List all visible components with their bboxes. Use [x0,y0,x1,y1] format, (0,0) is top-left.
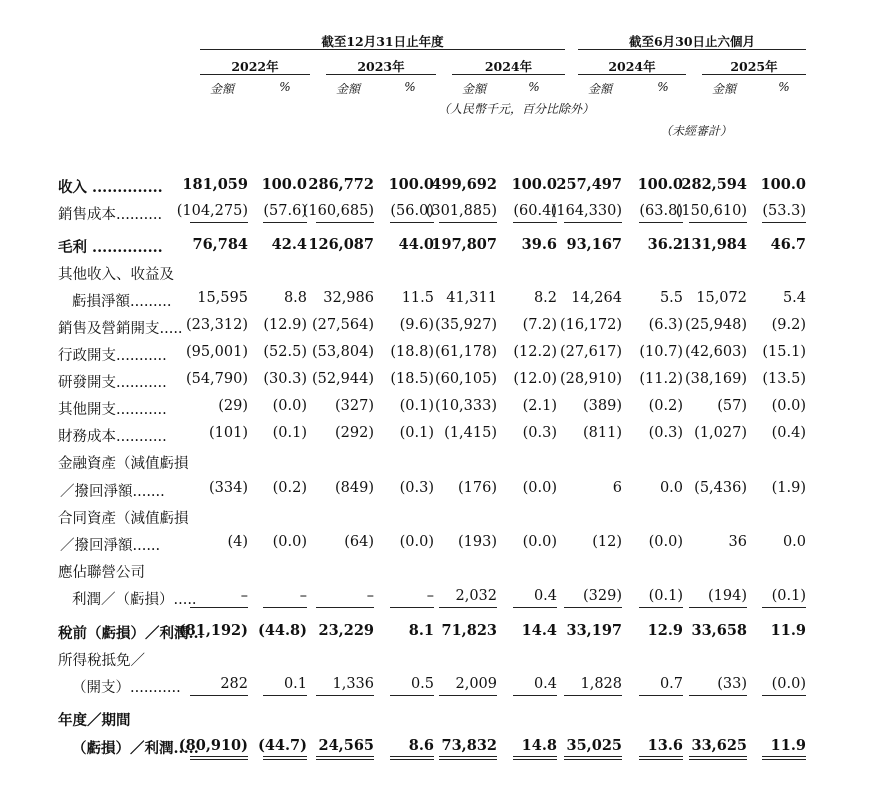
amount-subheader: 金額 [461,82,486,96]
amount-cell: (80,910) [178,737,248,754]
percent-cell: (10.7) [639,344,683,360]
amount-cell: – [240,588,248,604]
percent-cell: (13.5) [762,371,806,387]
percent-cell: (0.0) [272,398,307,414]
amount-cell: (28,910) [559,371,622,387]
sum-rule [762,759,806,760]
sum-rule [762,695,806,696]
sum-rule [263,222,307,223]
sum-rule [513,759,557,760]
group-underline-full-year [200,49,565,50]
amount-cell: (849) [335,480,374,496]
percent-cell: (57.6) [263,203,307,219]
year-header: 2024年 [608,59,656,74]
percent-cell: 100.0 [760,176,806,193]
amount-cell: (60,105) [434,371,497,387]
row-label: ／撥回淨額...... [60,538,161,554]
percent-cell: 44.0 [398,236,434,253]
amount-cell: (1,415) [444,425,497,441]
amount-cell: 282,594 [681,176,747,193]
percent-cell: 46.7 [770,236,806,253]
sum-rule [190,759,248,760]
amount-cell: (301,885) [425,203,497,219]
percent-cell: – [426,588,434,604]
sum-rule [390,756,434,757]
unaudited-note: （未經審計） [660,124,733,138]
year-header: 2023年 [357,59,405,74]
percent-cell: (30.3) [263,371,307,387]
percent-subheader: % [657,80,669,94]
amount-cell: 6 [612,480,622,496]
percent-cell: (15.1) [762,344,806,360]
amount-cell: – [366,588,374,604]
sum-rule [689,759,747,760]
row-label: 所得稅抵免／ [58,653,145,669]
amount-cell: (42,603) [684,344,747,360]
amount-cell: (29) [218,398,248,414]
percent-cell: 14.4 [521,622,557,639]
row-label: 應佔聯營公司 [58,565,145,581]
amount-cell: (54,790) [185,371,248,387]
amount-cell: 93,167 [566,236,622,253]
sum-rule [639,759,683,760]
amount-cell: (4) [227,534,248,550]
amount-cell: 15,072 [696,290,747,306]
percent-cell: (9.6) [399,317,434,333]
amount-cell: 76,784 [192,236,248,253]
amount-cell: (64) [344,534,374,550]
percent-subheader: % [528,80,540,94]
percent-cell: (44.8) [257,622,307,639]
percent-cell: 14.8 [521,737,557,754]
sum-rule [316,695,374,696]
sum-rule [190,607,248,608]
sum-rule [639,695,683,696]
amount-cell: (35,927) [434,317,497,333]
amount-cell: 14,264 [571,290,622,306]
sum-rule [639,607,683,608]
percent-cell: 100.0 [637,176,683,193]
amount-cell: 33,197 [566,622,622,639]
percent-cell: (2.1) [522,398,557,414]
year-header: 2025年 [730,59,778,74]
percent-cell: 0.1 [283,676,307,692]
amount-cell: 36 [728,534,747,550]
percent-cell: (0.0) [648,534,683,550]
sum-rule [190,695,248,696]
percent-cell: (0.3) [522,425,557,441]
row-label: 金融資產（減值虧損 [58,456,189,472]
percent-cell: 0.7 [659,676,683,692]
percent-cell: (0.1) [771,588,806,604]
percent-cell: (53.3) [762,203,806,219]
percent-cell: 0.0 [659,480,683,496]
percent-cell: (52.5) [263,344,307,360]
percent-cell: 11.9 [770,622,806,639]
percent-cell: (0.0) [771,676,806,692]
amount-cell: 71,823 [441,622,497,639]
amount-cell: (5,436) [694,480,747,496]
amount-cell: 41,311 [446,290,497,306]
sum-rule [639,756,683,757]
row-label: 財務成本........... [58,429,167,445]
percent-cell: 100.0 [261,176,307,193]
percent-subheader: % [279,80,291,94]
amount-cell: 1,828 [580,676,622,692]
amount-cell: 2,009 [455,676,497,692]
percent-subheader: % [778,80,790,94]
year-underline [578,74,686,75]
percent-cell: 0.5 [410,676,434,692]
percent-cell: (0.1) [399,398,434,414]
row-label: 收入 .............. [58,179,163,196]
percent-cell: – [299,588,307,604]
percent-cell: (9.2) [771,317,806,333]
amount-cell: (16,172) [559,317,622,333]
group-header-full-year: 截至12月31日止年度 [321,34,444,49]
percent-cell: (18.8) [390,344,434,360]
percent-cell: (0.0) [522,534,557,550]
percent-cell: 39.6 [521,236,557,253]
row-label: 虧損淨額......... [72,294,172,310]
percent-cell: (6.3) [648,317,683,333]
sum-rule [316,222,374,223]
percent-cell: (0.1) [272,425,307,441]
percent-cell: (44.7) [257,737,307,754]
amount-cell: 286,772 [308,176,374,193]
percent-cell: (0.0) [771,398,806,414]
sum-rule [190,222,248,223]
percent-cell: (0.3) [399,480,434,496]
amount-cell: (104,275) [176,203,248,219]
group-underline-six-months [578,49,806,50]
percent-cell: (0.2) [272,480,307,496]
percent-cell: (60.4) [513,203,557,219]
year-header: 2022年 [231,59,279,74]
percent-cell: 5.5 [659,290,683,306]
amount-cell: (38,169) [684,371,747,387]
sum-rule [316,759,374,760]
amount-cell: 24,565 [318,737,374,754]
row-label: 研發開支........... [58,375,167,391]
amount-cell: 33,658 [691,622,747,639]
sum-rule [439,756,497,757]
percent-cell: (0.0) [399,534,434,550]
percent-cell: (0.1) [399,425,434,441]
sum-rule [762,607,806,608]
amount-subheader: 金額 [711,82,736,96]
row-label: 行政開支........... [58,348,167,364]
amount-cell: 32,986 [323,290,374,306]
sum-rule [513,607,557,608]
year-header: 2024年 [484,59,533,74]
year-underline [326,74,436,75]
sum-rule [513,756,557,757]
percent-cell: 0.4 [533,588,557,604]
percent-cell: (0.2) [648,398,683,414]
sum-rule [390,695,434,696]
row-label: 其他開支........... [58,402,167,418]
row-label: 其他收入、收益及 [58,267,174,283]
amount-cell: (1,027) [694,425,747,441]
sum-rule [390,759,434,760]
amount-cell: (327) [335,398,374,414]
row-label: （開支）........... [72,680,181,696]
row-label: 利潤／（虧損）..... [72,592,197,608]
sum-rule [439,222,497,223]
sum-rule [689,695,747,696]
amount-cell: (811) [583,425,622,441]
percent-cell: (11.2) [639,371,683,387]
percent-cell: (0.3) [648,425,683,441]
sum-rule [316,756,374,757]
amount-cell: 33,625 [691,737,747,754]
year-underline [452,74,565,75]
sum-rule [762,222,806,223]
sum-rule [564,756,622,757]
amount-cell: 126,087 [308,236,374,253]
amount-cell: 35,025 [566,737,622,754]
amount-cell: (160,685) [302,203,374,219]
percent-cell: (0.0) [522,480,557,496]
percent-cell: 8.1 [408,622,434,639]
row-label: 年度／期間 [58,712,131,729]
percent-cell: (63.8) [639,203,683,219]
amount-cell: (101) [209,425,248,441]
row-label: （虧損）／利潤..... [72,740,199,757]
amount-cell: 1,336 [332,676,374,692]
percent-cell: 11.5 [401,290,434,306]
sum-rule [263,759,307,760]
percent-cell: 8.6 [408,737,434,754]
percent-cell: (56.0) [390,203,434,219]
amount-cell: (10,333) [434,398,497,414]
percent-cell: (1.9) [771,480,806,496]
amount-cell: (194) [708,588,747,604]
amount-cell: (176) [458,480,497,496]
sum-rule [689,222,747,223]
amount-cell: (53,804) [311,344,374,360]
amount-cell: (52,944) [311,371,374,387]
row-label: ／撥回淨額....... [60,484,165,500]
percent-cell: (18.5) [390,371,434,387]
amount-cell: (33) [717,676,747,692]
percent-cell: 42.4 [271,236,307,253]
amount-cell: (12) [592,534,622,550]
sum-rule [689,607,747,608]
unit-note: （人民幣千元，百分比除外） [438,102,595,116]
amount-subheader: 金額 [335,82,360,96]
percent-cell: (0.4) [771,425,806,441]
sum-rule [564,695,622,696]
row-label: 銷售成本.......... [58,207,163,223]
amount-cell: 73,832 [441,737,497,754]
sum-rule [564,607,622,608]
row-label: 毛利 .............. [58,239,163,256]
sum-rule [513,695,557,696]
amount-subheader: 金額 [587,82,612,96]
amount-subheader: 金額 [209,82,234,96]
row-label: 銷售及營銷開支..... [58,321,183,337]
percent-cell: (0.1) [648,588,683,604]
sum-rule [689,756,747,757]
percent-cell: 100.0 [511,176,557,193]
sum-rule [190,756,248,757]
sum-rule [390,222,434,223]
amount-cell: 131,984 [681,236,747,253]
amount-cell: (95,001) [185,344,248,360]
percent-cell: 12.9 [647,622,683,639]
amount-cell: 282 [220,676,248,692]
year-underline [200,74,310,75]
amount-cell: (25,948) [684,317,747,333]
amount-cell: 257,497 [556,176,622,193]
amount-cell: (389) [583,398,622,414]
row-label: 稅前（虧損）／利潤... [58,625,204,642]
amount-cell: (334) [209,480,248,496]
percent-cell: 13.6 [647,737,683,754]
amount-cell: (164,330) [550,203,622,219]
amount-cell: (329) [583,588,622,604]
amount-cell: (27,564) [311,317,374,333]
sum-rule [762,756,806,757]
sum-rule [263,756,307,757]
amount-cell: 499,692 [431,176,497,193]
sum-rule [390,607,434,608]
amount-cell: (292) [335,425,374,441]
amount-cell: (61,178) [434,344,497,360]
percent-cell: 11.9 [770,737,806,754]
percent-cell: 36.2 [647,236,683,253]
percent-cell: 8.8 [283,290,307,306]
amount-cell: (150,610) [675,203,747,219]
sum-rule [564,222,622,223]
percent-cell: 0.4 [533,676,557,692]
percent-cell: 100.0 [388,176,434,193]
amount-cell: (193) [458,534,497,550]
sum-rule [316,607,374,608]
amount-cell: 181,059 [182,176,248,193]
row-label: 合同資產（減值虧損 [58,511,189,527]
percent-cell: 8.2 [533,290,557,306]
percent-cell: 0.0 [782,534,806,550]
amount-cell: (23,312) [185,317,248,333]
percent-cell: (12.0) [513,371,557,387]
sum-rule [439,759,497,760]
percent-subheader: % [404,80,416,94]
percent-cell: (12.9) [263,317,307,333]
year-underline [702,74,806,75]
amount-cell: (81,192) [178,622,248,639]
percent-cell: (0.0) [272,534,307,550]
sum-rule [439,695,497,696]
sum-rule [513,222,557,223]
percent-cell: (12.2) [513,344,557,360]
percent-cell: (7.2) [522,317,557,333]
amount-cell: 2,032 [455,588,497,604]
amount-cell: 197,807 [431,236,497,253]
amount-cell: 23,229 [318,622,374,639]
percent-cell: 5.4 [782,290,806,306]
sum-rule [564,759,622,760]
sum-rule [639,222,683,223]
sum-rule [439,607,497,608]
amount-cell: (57) [717,398,747,414]
group-header-six-months: 截至6月30日止六個月 [628,34,756,49]
sum-rule [263,695,307,696]
sum-rule [263,607,307,608]
amount-cell: (27,617) [559,344,622,360]
amount-cell: 15,595 [197,290,248,306]
